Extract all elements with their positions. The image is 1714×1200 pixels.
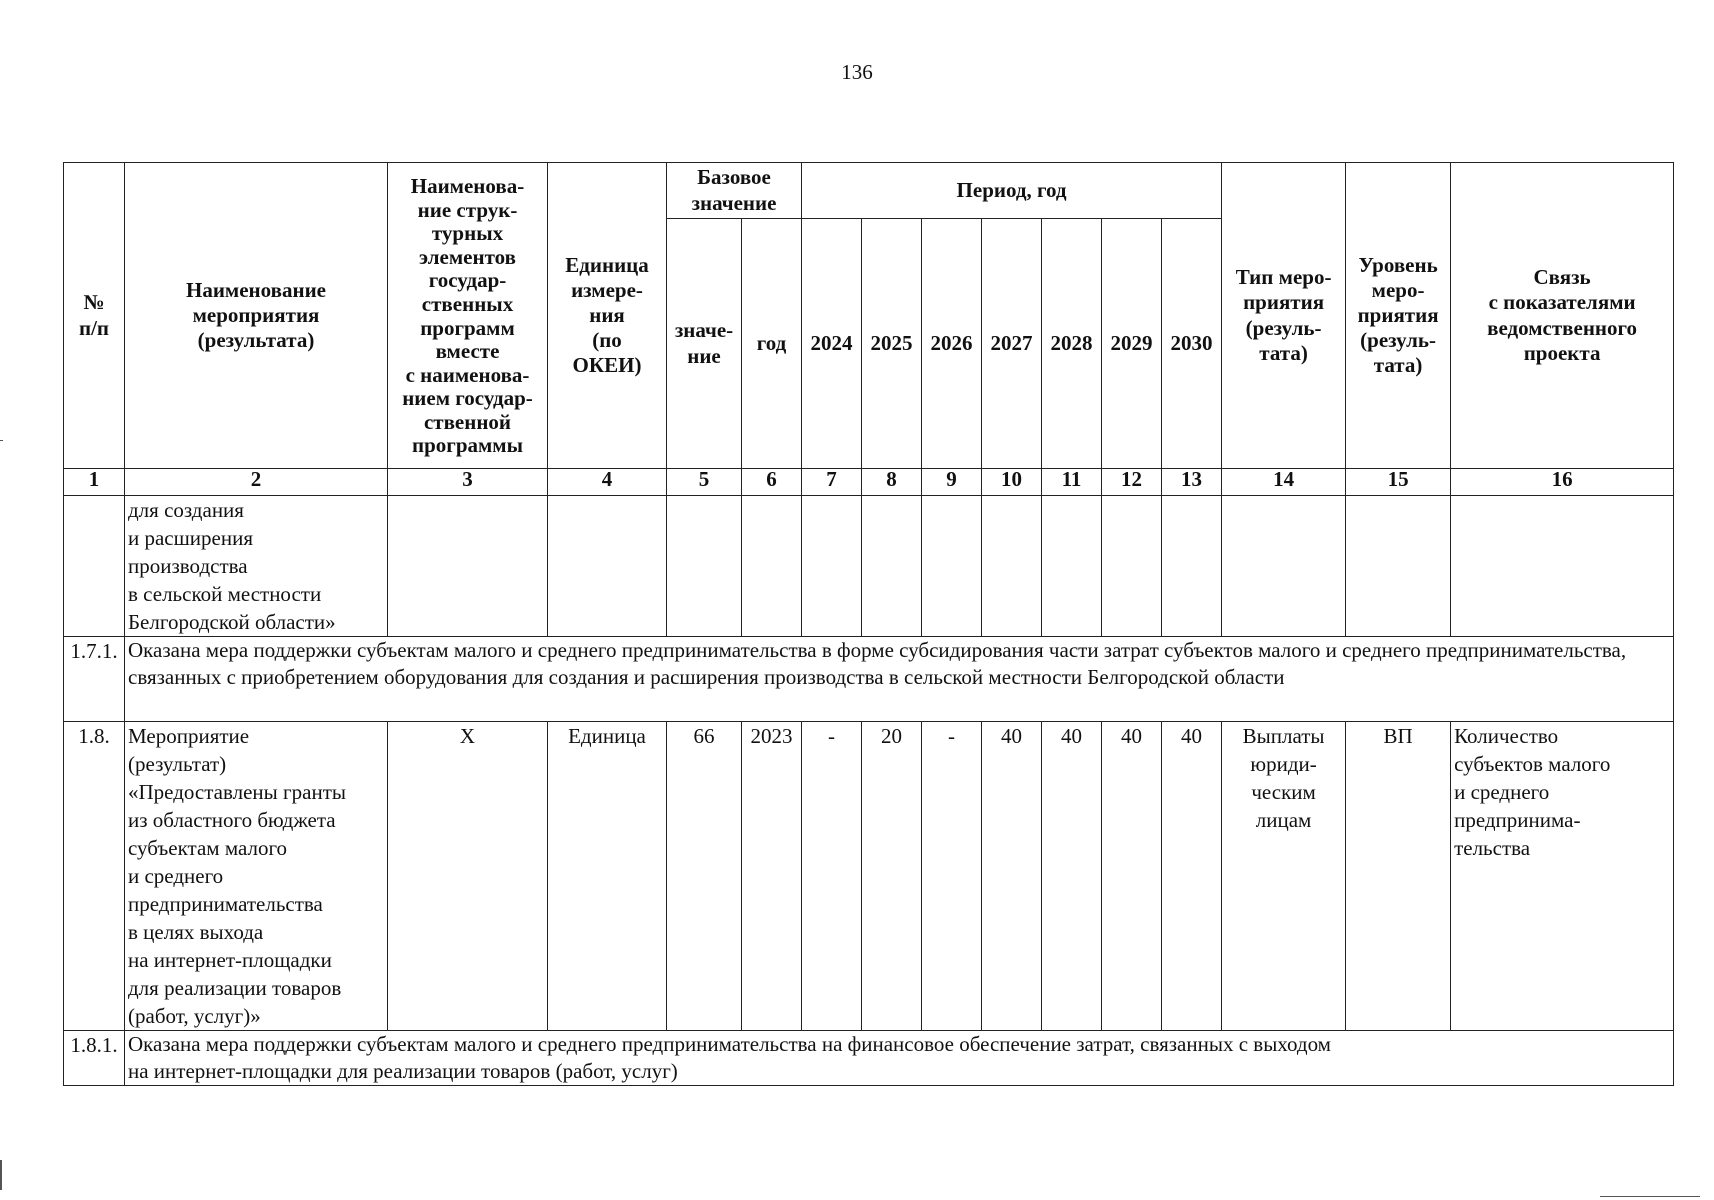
column-number: 11 (1042, 469, 1102, 496)
scan-artifact (1600, 1196, 1700, 1197)
header-activity-level: Уровень меро- приятия (резуль- тата) (1346, 163, 1451, 469)
header-period: Период, год (802, 163, 1222, 219)
header-activity-name: Наименование мероприятия (результата) (125, 163, 388, 469)
header-activity-type: Тип меро- приятия (резуль- тата) (1222, 163, 1346, 469)
column-number: 1 (64, 469, 125, 496)
value-2029: 40 (1102, 722, 1162, 1031)
value-2030: 40 (1162, 722, 1222, 1031)
header-year-2028: 2028 (1042, 219, 1102, 469)
row-number: 1.8. (64, 722, 125, 1031)
column-number: 14 (1222, 469, 1346, 496)
table-row-1-8 (64, 722, 1674, 1031)
table-header (64, 163, 1674, 469)
scan-artifact (0, 1160, 2, 1190)
header-unit: Единица измере- ния (по ОКЕИ) (548, 163, 667, 469)
header-year-2026: 2026 (922, 219, 982, 469)
activity-type: Выплаты юриди- ческим лицам (1222, 722, 1346, 1031)
header-base-value: Базовое значение (667, 163, 802, 219)
table-row-continuation (64, 496, 1674, 637)
header-structural-elements: Наименова- ние струк- турных элементов государ- ственных программ вместе с наименова- нием государ- ственной программы (388, 163, 548, 469)
column-number: 16 (1451, 469, 1674, 496)
row-number: 1.8.1. (64, 1031, 125, 1086)
value-2024: - (802, 722, 862, 1031)
column-number: 6 (742, 469, 802, 496)
column-number: 12 (1102, 469, 1162, 496)
row-number: 1.7.1. (64, 637, 125, 722)
column-number: 2 (125, 469, 388, 496)
header-project-link: Связь с показателями ведомственного проекта (1451, 163, 1674, 469)
base-value: 66 (667, 722, 742, 1031)
table-row-1-7-1 (64, 637, 1674, 722)
activity-name-continuation: для создания и расширения производства в сельской местности Белгородской области» (125, 496, 388, 637)
base-year: 2023 (742, 722, 802, 1031)
value-2026: - (922, 722, 982, 1031)
result-description: Оказана мера поддержки субъектам малого и среднего предпринимательства на финансовое обеспечение затрат, связанных с выходом на интернет-площадки для реализации товаров (работ, услуг) (125, 1031, 1674, 1086)
project-link: Количество субъектов малого и среднего предпринима- тельства (1451, 722, 1674, 1031)
column-number: 4 (548, 469, 667, 496)
header-year-2027: 2027 (982, 219, 1042, 469)
activity-name: Мероприятие (результат) «Предоставлены гранты из областного бюджета субъектам малого и среднего предпринимательства в целях выхода на интернет-площадки для реализации товаров (работ, услуг)» (125, 722, 388, 1031)
header-base-year: год (742, 219, 802, 469)
unit: Единица (548, 722, 667, 1031)
header-base-value-amount: значе- ние (667, 219, 742, 469)
column-number: 9 (922, 469, 982, 496)
column-number: 15 (1346, 469, 1451, 496)
result-description: Оказана мера поддержки субъектам малого и среднего предпринимательства в форме субсидирования части затрат субъектов малого и среднего предпринимательства, связанных с приобретением оборудования для создания и расширения производства в сельской местности Белгородской области (125, 637, 1674, 722)
column-number: 5 (667, 469, 742, 496)
activities-table (63, 162, 1674, 1086)
header-year-2024: 2024 (802, 219, 862, 469)
structural-element: Х (388, 722, 548, 1031)
column-number: 7 (802, 469, 862, 496)
header-year-2030: 2030 (1162, 219, 1222, 469)
column-number-row (64, 469, 1674, 496)
header-number: № п/п (64, 163, 125, 469)
table-row-1-8-1 (64, 1031, 1674, 1086)
activity-level: ВП (1346, 722, 1451, 1031)
column-number: 8 (862, 469, 922, 496)
value-2025: 20 (862, 722, 922, 1031)
scan-artifact (0, 440, 3, 441)
value-2028: 40 (1042, 722, 1102, 1031)
header-year-2025: 2025 (862, 219, 922, 469)
page-number: 136 (841, 60, 873, 84)
column-number: 13 (1162, 469, 1222, 496)
header-year-2029: 2029 (1102, 219, 1162, 469)
column-number: 10 (982, 469, 1042, 496)
value-2027: 40 (982, 722, 1042, 1031)
column-number: 3 (388, 469, 548, 496)
